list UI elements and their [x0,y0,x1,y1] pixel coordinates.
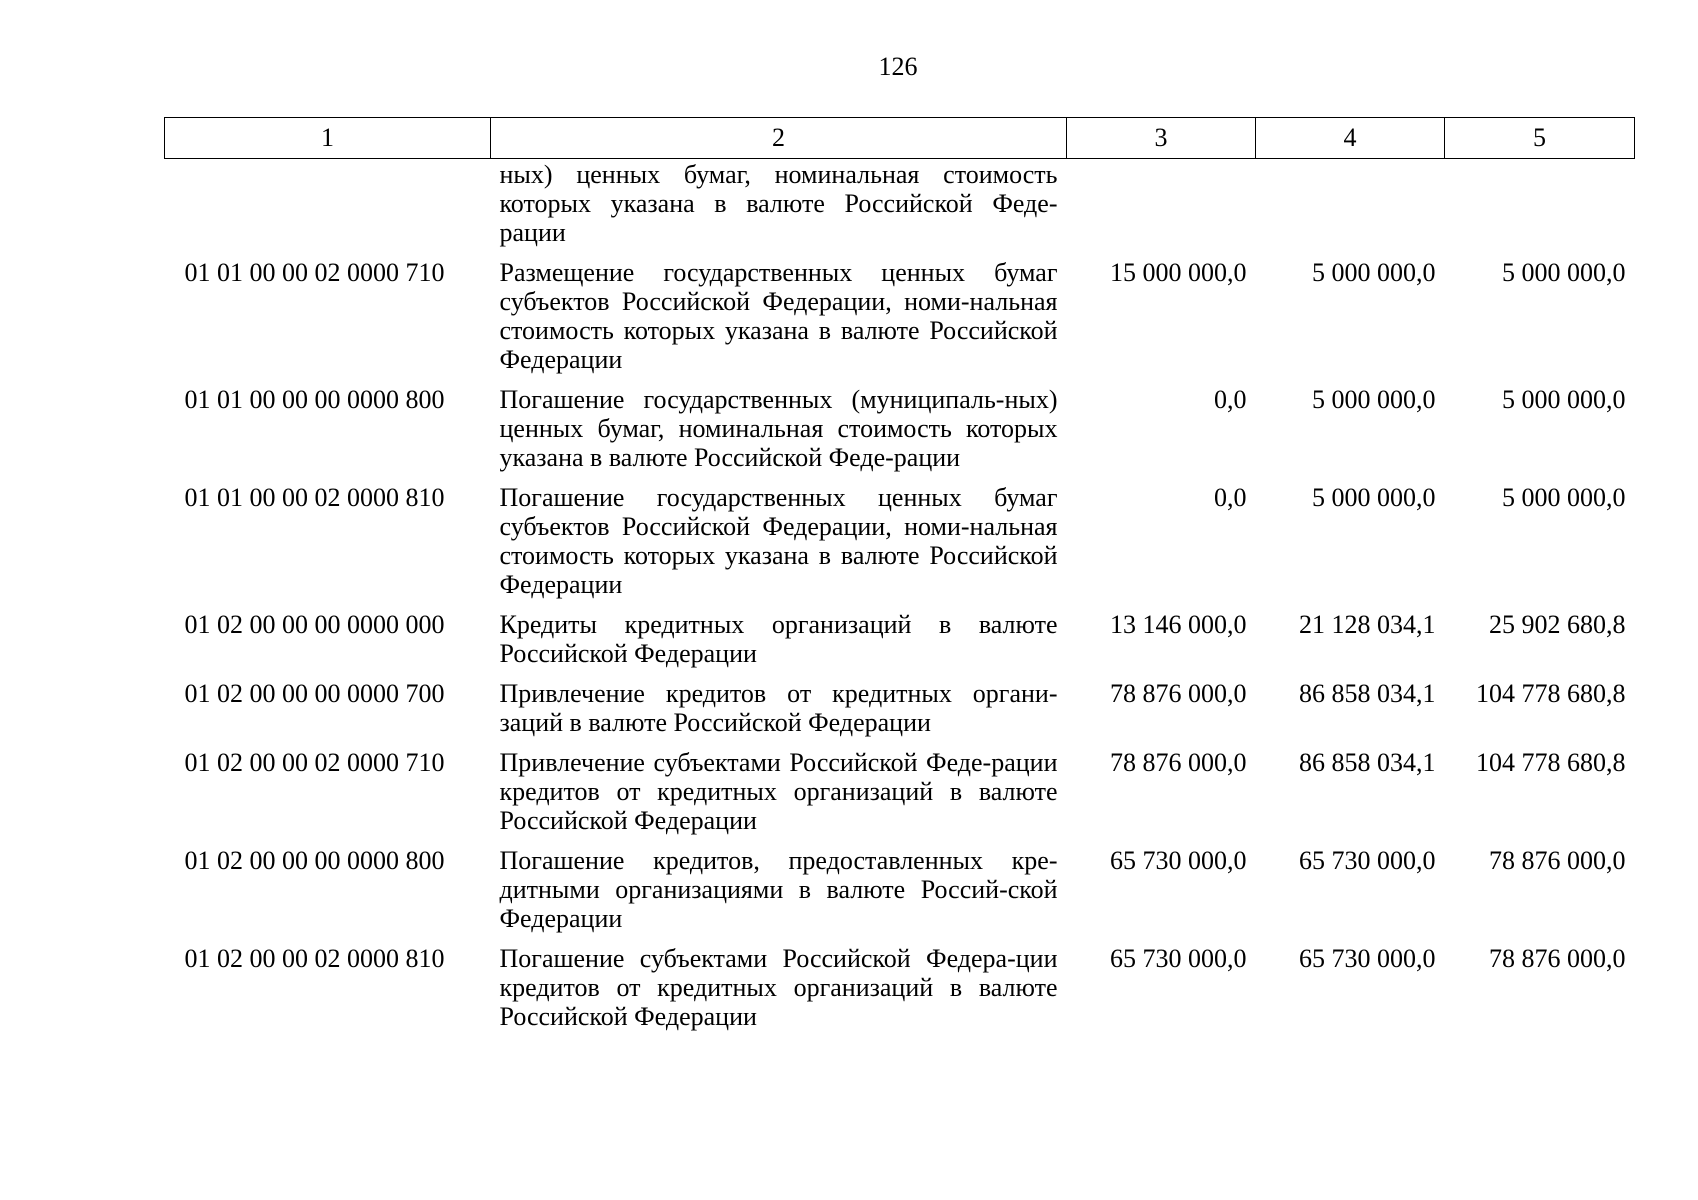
table-row [165,846,1635,944]
row-value-4: 65 730 000,0 [1299,846,1436,875]
row-code [165,159,491,259]
budget-table-container [164,117,1634,1042]
row-value-3: 13 146 000,0 [1110,610,1247,639]
table-row [165,748,1635,846]
row-value-4: 21 128 034,1 [1299,610,1436,639]
table-row [165,483,1635,610]
row-value-5: 78 876 000,0 [1489,846,1626,875]
row-description: Привлечение кредитов от кредитных органи-заций в валюте Российской Федерации [499,679,1058,737]
row-description: ных) ценных бумаг, номинальная стоимость которых указана в валюте Российской Феде-рации [499,160,1058,247]
table-row [165,258,1635,385]
row-code: 01 02 00 00 00 0000 700 [184,679,445,708]
row-value-3: 78 876 000,0 [1110,679,1247,708]
row-value-3: 0,0 [1214,385,1247,414]
row-value-5: 5 000 000,0 [1502,385,1626,414]
row-value-5: 104 778 680,8 [1476,748,1626,777]
row-value-3 [1067,159,1256,259]
row-value-4: 5 000 000,0 [1312,385,1436,414]
header-row [165,118,1635,159]
page-number: 126 [878,52,918,81]
row-value-5: 25 902 680,8 [1489,610,1626,639]
row-code: 01 01 00 00 02 0000 710 [184,258,445,287]
row-value-3: 65 730 000,0 [1110,944,1247,973]
row-value-4: 5 000 000,0 [1312,483,1436,512]
row-value-3: 15 000 000,0 [1110,258,1247,287]
row-value-3: 65 730 000,0 [1110,846,1247,875]
row-value-3: 78 876 000,0 [1110,748,1247,777]
row-description: Погашение субъектами Российской Федера-ции кредитов от кредитных организаций в валюте Российской Федерации [499,944,1058,1031]
row-value-5: 5 000 000,0 [1502,483,1626,512]
budget-table [164,117,1635,1042]
table-body [165,159,1635,1043]
row-value-4: 5 000 000,0 [1312,258,1436,287]
row-value-3: 0,0 [1214,483,1247,512]
row-code: 01 02 00 00 00 0000 000 [184,610,445,639]
table-header [165,118,1635,159]
table-row [165,385,1635,483]
header-col-1: 1 [165,118,491,159]
row-code: 01 02 00 00 00 0000 800 [184,846,445,875]
table-row [165,610,1635,679]
row-description: Кредиты кредитных организаций в валюте Российской Федерации [499,610,1058,668]
table-row [165,944,1635,1042]
row-value-4: 65 730 000,0 [1299,944,1436,973]
header-col-2: 2 [491,118,1067,159]
header-col-3: 3 [1067,118,1256,159]
row-value-4: 86 858 034,1 [1299,679,1436,708]
row-description: Размещение государственных ценных бумаг субъектов Российской Федерации, номи-нальная стоимость которых указана в валюте Российской Федерации [499,258,1058,374]
row-description: Погашение кредитов, предоставленных кре-дитными организациями в валюте Россий-ской Федерации [499,846,1058,933]
table-row [165,679,1635,748]
row-code: 01 01 00 00 02 0000 810 [184,483,445,512]
row-value-4 [1256,159,1445,259]
row-value-5: 78 876 000,0 [1489,944,1626,973]
row-value-5: 104 778 680,8 [1476,679,1626,708]
row-code: 01 01 00 00 00 0000 800 [184,385,445,414]
row-description: Погашение государственных ценных бумаг субъектов Российской Федерации, номи-нальная стоимость которых указана в валюте Российской Федерации [499,483,1058,599]
row-value-5 [1445,159,1635,259]
row-code: 01 02 00 00 02 0000 710 [184,748,445,777]
row-description: Погашение государственных (муниципаль-ных) ценных бумаг, номинальная стоимость которых указана в валюте Российской Феде-рации [499,385,1058,472]
table-row [165,159,1635,259]
row-value-4: 86 858 034,1 [1299,748,1436,777]
header-col-5: 5 [1445,118,1635,159]
row-code: 01 02 00 00 02 0000 810 [184,944,445,973]
row-value-5: 5 000 000,0 [1502,258,1626,287]
header-col-4: 4 [1256,118,1445,159]
row-description: Привлечение субъектами Российской Феде-рации кредитов от кредитных организаций в валюте Российской Федерации [499,748,1058,835]
